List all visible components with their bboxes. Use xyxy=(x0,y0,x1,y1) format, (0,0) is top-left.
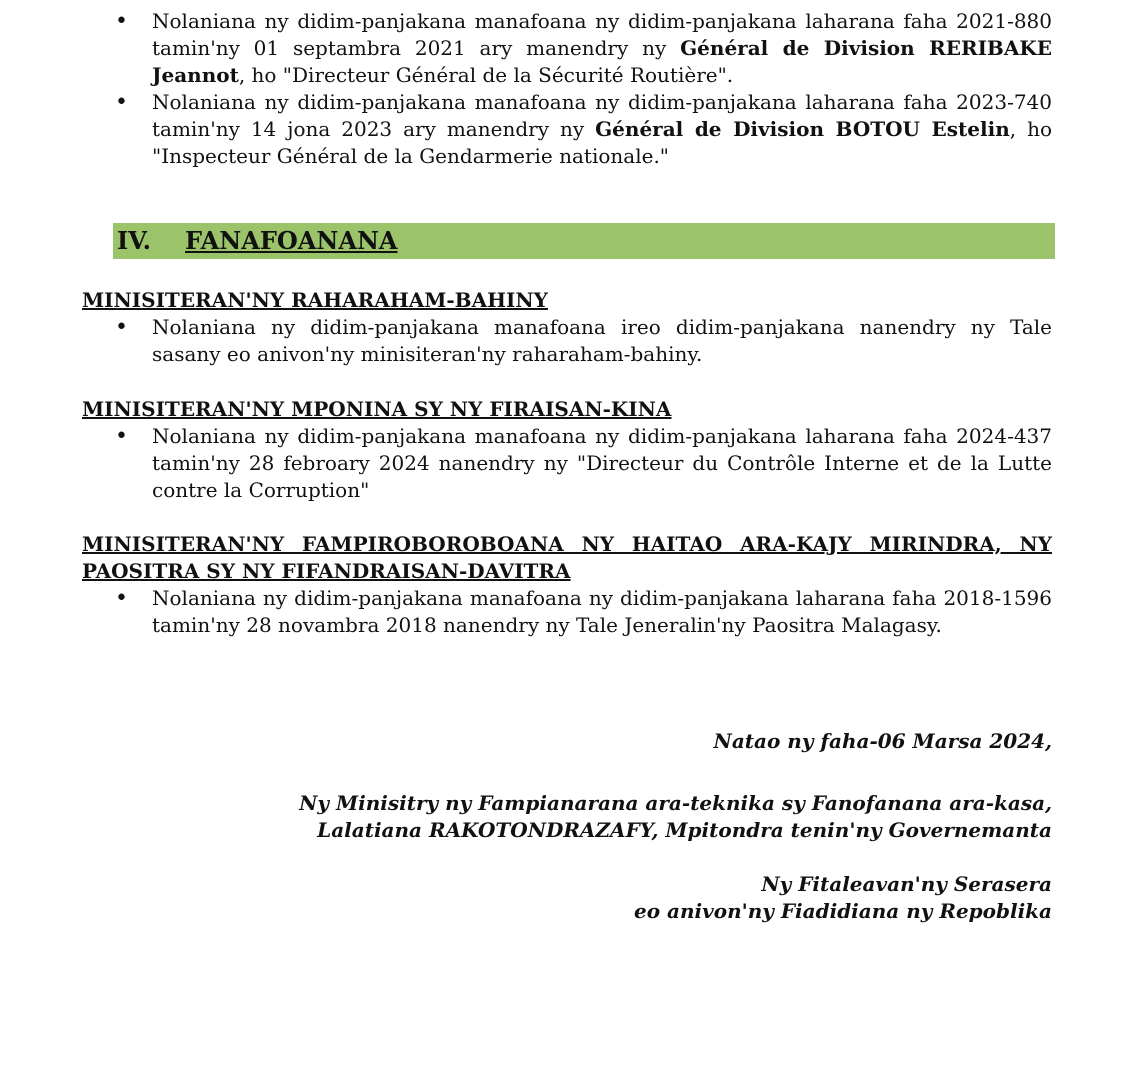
ministry-block-foreign-affairs xyxy=(82,287,1052,368)
ministry-heading: MINISITERAN'NY RAHARAHAM-BAHINY xyxy=(82,288,548,312)
signature-secretary-line-2: eo anivon'ny Fiadidiana ny Repoblika xyxy=(633,899,1052,923)
bullet-text: Nolaniana ny didim-panjakana manafoana ny didim-panjakana laharana faha 2018-1596 tamin'ny 28 novambra 2018 nanendry ny Tale Jeneralin'ny Paositra Malagasy. xyxy=(152,586,1052,637)
ministry-heading xyxy=(82,531,1052,585)
section-number: IV. xyxy=(117,226,152,255)
list-item xyxy=(82,585,1052,639)
signature-minister-line-2: Lalatiana RAKOTONDRAZAFY, Mpitondra tenin'ny Governemanta xyxy=(317,818,1052,842)
ministry-heading: MINISITERAN'NY MPONINA SY NY FIRAISAN-KINA xyxy=(82,397,672,421)
bullet-bold-name: Général de Division BOTOU Estelin xyxy=(595,117,1010,141)
signature-secretary xyxy=(152,871,1052,925)
ministry-heading-line-1: MINISITERAN'NY FAMPIROBOROBOANA NY HAITAO ARA-KAJY MIRINDRA, NY xyxy=(82,532,1052,556)
signature-secretary-line-1: Ny Fitaleavan'ny Serasera xyxy=(761,872,1052,896)
section-name: FANAFOANANA xyxy=(185,226,398,255)
section-title xyxy=(117,226,398,256)
signature-minister xyxy=(152,790,1052,844)
bullet-bold-name: Général de Division RERIBAKE Jeannot xyxy=(152,36,1052,87)
list-item xyxy=(82,314,1052,368)
signature-date: Natao ny faha-06 Marsa 2024, xyxy=(713,729,1052,753)
signature-minister-line-1: Ny Minisitry ny Fampianarana ara-teknika sy Fanofanana ara-kasa, xyxy=(299,791,1052,815)
bullet-text-end: , ho "Inspecteur Général de la Gendarmerie nationale." xyxy=(152,117,1053,168)
bullet-text: Nolaniana ny didim-panjakana manafoana ny didim-panjakana laharana faha 2021-880 tamin'ny 01 septambra 2021 ary manendry ny xyxy=(152,9,1052,60)
top-bullet-block xyxy=(82,8,1052,170)
bullet-text-end: , ho "Directeur Général de la Sécurité Routière". xyxy=(238,63,734,87)
bullet-text: Nolaniana ny didim-panjakana manafoana ny didim-panjakana laharana faha 2023-740 tamin'ny 14 jona 2023 ary manendry ny xyxy=(152,90,1052,141)
ministry-block-digital xyxy=(82,531,1052,639)
ministry-block-population xyxy=(82,396,1052,504)
list-item xyxy=(82,8,1052,89)
list-item xyxy=(82,89,1052,170)
ministry-heading-line-2: PAOSITRA SY NY FIFANDRAISAN-DAVITRA xyxy=(82,559,571,583)
bullet-text: Nolaniana ny didim-panjakana manafoana ny didim-panjakana laharana faha 2024-437 tamin'ny 28 febroary 2024 nanendry ny "Directeur du Contrôle Interne et de la Lutte contre la Corruption" xyxy=(152,424,1052,502)
bullet-text: Nolaniana ny didim-panjakana manafoana ireo didim-panjakana nanendry ny Tale sasany eo anivon'ny minisiteran'ny raharaham-bahiny. xyxy=(152,315,1052,366)
list-item xyxy=(82,423,1052,504)
